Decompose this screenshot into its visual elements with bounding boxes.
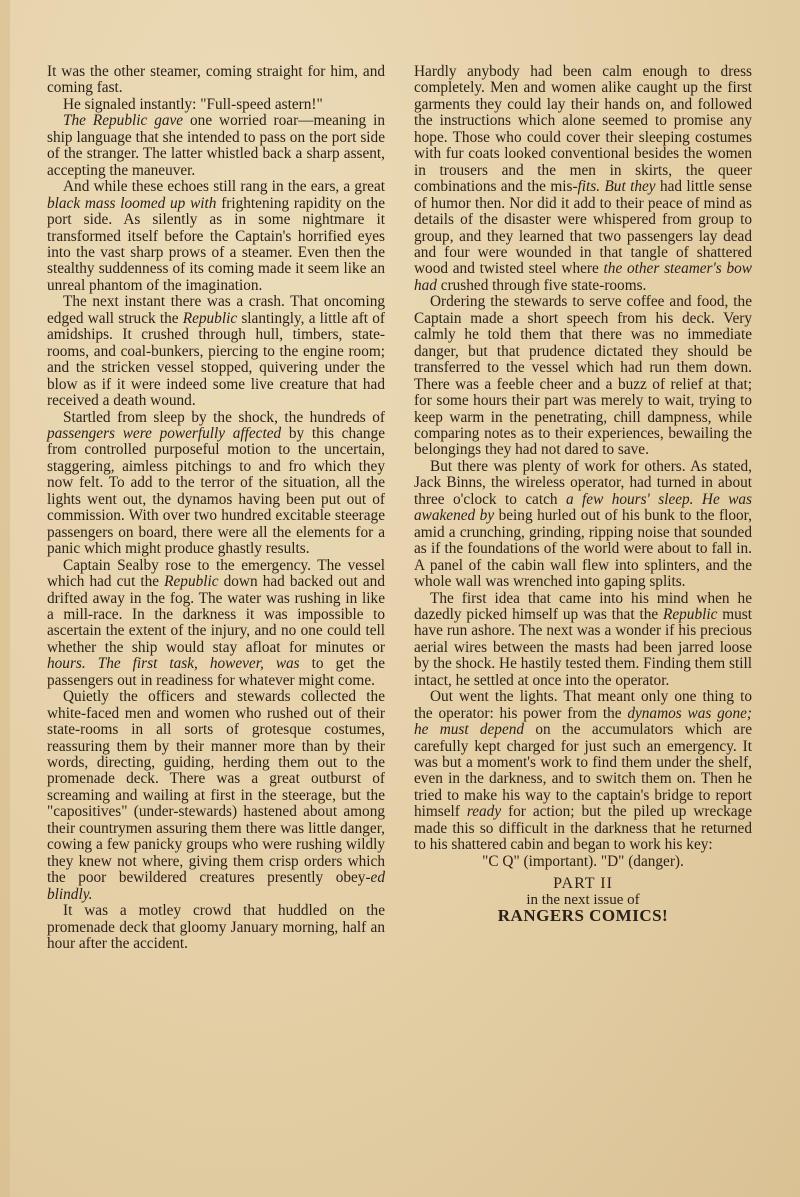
- morse-signal: "C Q" (important). "D" (danger).: [482, 852, 684, 870]
- page-edge: [0, 0, 10, 1197]
- right-column: [414, 64, 752, 924]
- next-issue-text: in the next issue of: [526, 892, 640, 909]
- paragraph: It was a motley crowd that huddled on the promenade deck that gloomy January morning, half an hour after the accident.: [47, 902, 385, 953]
- paragraph: And while these echoes still rang in the ears, a great black mass loomed up with frightening rapidity on the port side. As silently as in some nightmare it transformed itself before the Captain's horrified eyes into the vast sharp prows of a steamer. Even then the stealthy suddenness of its coming made it seem like an unreal phantom of the imagination.: [47, 178, 385, 294]
- paragraph: Ordering the stewards to serve coffee and food, the Captain made a short speech from his deck. Very calmly he told them that there was no immediate danger, but that prudence dictated they should be transferred to the vessel which had run them down. There was a feeble cheer and a buzz of relief at that; for some hours their part was merely to wait, trying to keep warm in the penetrating, chill dampness, while comparing notes as to their experiences, bewailing the belongings they had not dared to save.: [414, 293, 752, 459]
- continuation-notice: [414, 876, 752, 924]
- paragraph: Hardly anybody had been calm enough to dress completely. Men and women alike caught up the first garments they could lay their hands on, and followed the instructions which alone seemed to promise any hope. Those who could cover their sleeping costumes with fur coats looked conventional besides the women in trousers and the men in skirts, the queer combinations and the mis-fits. But they had little sense of humor then. Nor did it add to their peace of mind as details of the disaster were whispered from group to group, and they learned that two passengers lay dead and four were wounded in that tangle of shattered wood and twisted steel where the other steamer's bow had crushed through five state-rooms.: [414, 63, 752, 294]
- paragraph: It was the other steamer, coming straight for him, and coming fast.: [47, 63, 385, 97]
- paragraph: The Republic gave one worried roar—meaning in ship language that she intended to pass on the port side of the stranger. The latter whistled back a sharp assent, accepting the maneuver.: [47, 112, 385, 179]
- paragraph: Startled from sleep by the shock, the hundreds of passengers were powerfully affected by this change from controlled purposeful motion to the uncertain, staggering, aimless pitchings to and fro which they now felt. To add to the terror of the situation, all the lights went out, the dynamos having been put out of commission. With over two hundred excitable steerage passengers on board, there were all the elements for a panic which might produce ghastly results.: [47, 408, 385, 558]
- paragraph: Captain Sealby rose to the emergency. The vessel which had cut the Republic down had backed out and drifted away in the fog. The water was rushing in like a mill-race. In the darkness it was impossible to ascertain the extent of the injury, and no one could tell whether the ship would stay afloat for minutes or hours. The first task, however, was to get the passengers out in readiness for whatever might come.: [47, 556, 385, 689]
- paragraph: Quietly the officers and stewards collected the white-faced men and women who rushed out of their state-rooms in all sorts of grotesque costumes, reassuring them by their manner more than by their words, directing, guiding, herding them out to the promenade deck. There was a great outburst of screaming and wailing at first in the steerage, but the "capositives" (under-stewards) hastened about among their countrymen assuring them there was little danger, cowing a few panicky groups who were rushing wildly they knew not where, giving them crisp orders which the poor bewildered creatures presently obey-ed blindly.: [47, 688, 385, 903]
- paragraph: The next instant there was a crash. That oncoming edged wall struck the Republic slantingly, a little aft of amidships. It crushed through hull, timbers, state-rooms, and coal-bunkers, piercing to the engine room; and the stricken vessel stopped, quivering under the blow as if it were indeed some live creature that had received a death wound.: [47, 293, 386, 410]
- left-column: [47, 64, 385, 952]
- paragraph: Out went the lights. That meant only one thing to the operator: his power from the dynamos was gone; he must depend on the accumulators which are carefully kept charged for just such an emergency. It was but a moment's work to find them under the shelf, even in the darkness, and to switch them on. Then he tried to make his way to the captain's bridge to report himself ready for action; but the piled up wreckage made this so difficult in the darkness that he returned to his shattered cabin and began to work his key:: [414, 688, 752, 854]
- paragraph: The first idea that came into his mind when he dazedly picked himself up was that the Republic must have run ashore. The next was a wonder if his precious aerial wires between the masts had been jarred loose by the shock. He hastily tested them. Finding them still intact, he settled at once into the operator.: [414, 589, 753, 689]
- paragraph: He signaled instantly: "Full-speed astern!": [63, 95, 323, 113]
- magazine-title: RANGERS COMICS!: [497, 906, 669, 926]
- part-label: PART II: [553, 875, 613, 893]
- paragraph: But there was plenty of work for others. As stated, Jack Binns, the wireless operator, had turned in about three o'clock to catch a few hours' sleep. He was awakened by being hurled out of his bunk to the floor, amid a crunching, grinding, ripping noise that sounded as if the foundations of the world were about to fall in. A panel of the cabin wall flew into splinters, and the whole wall was wrenched into gaping splits.: [414, 457, 752, 591]
